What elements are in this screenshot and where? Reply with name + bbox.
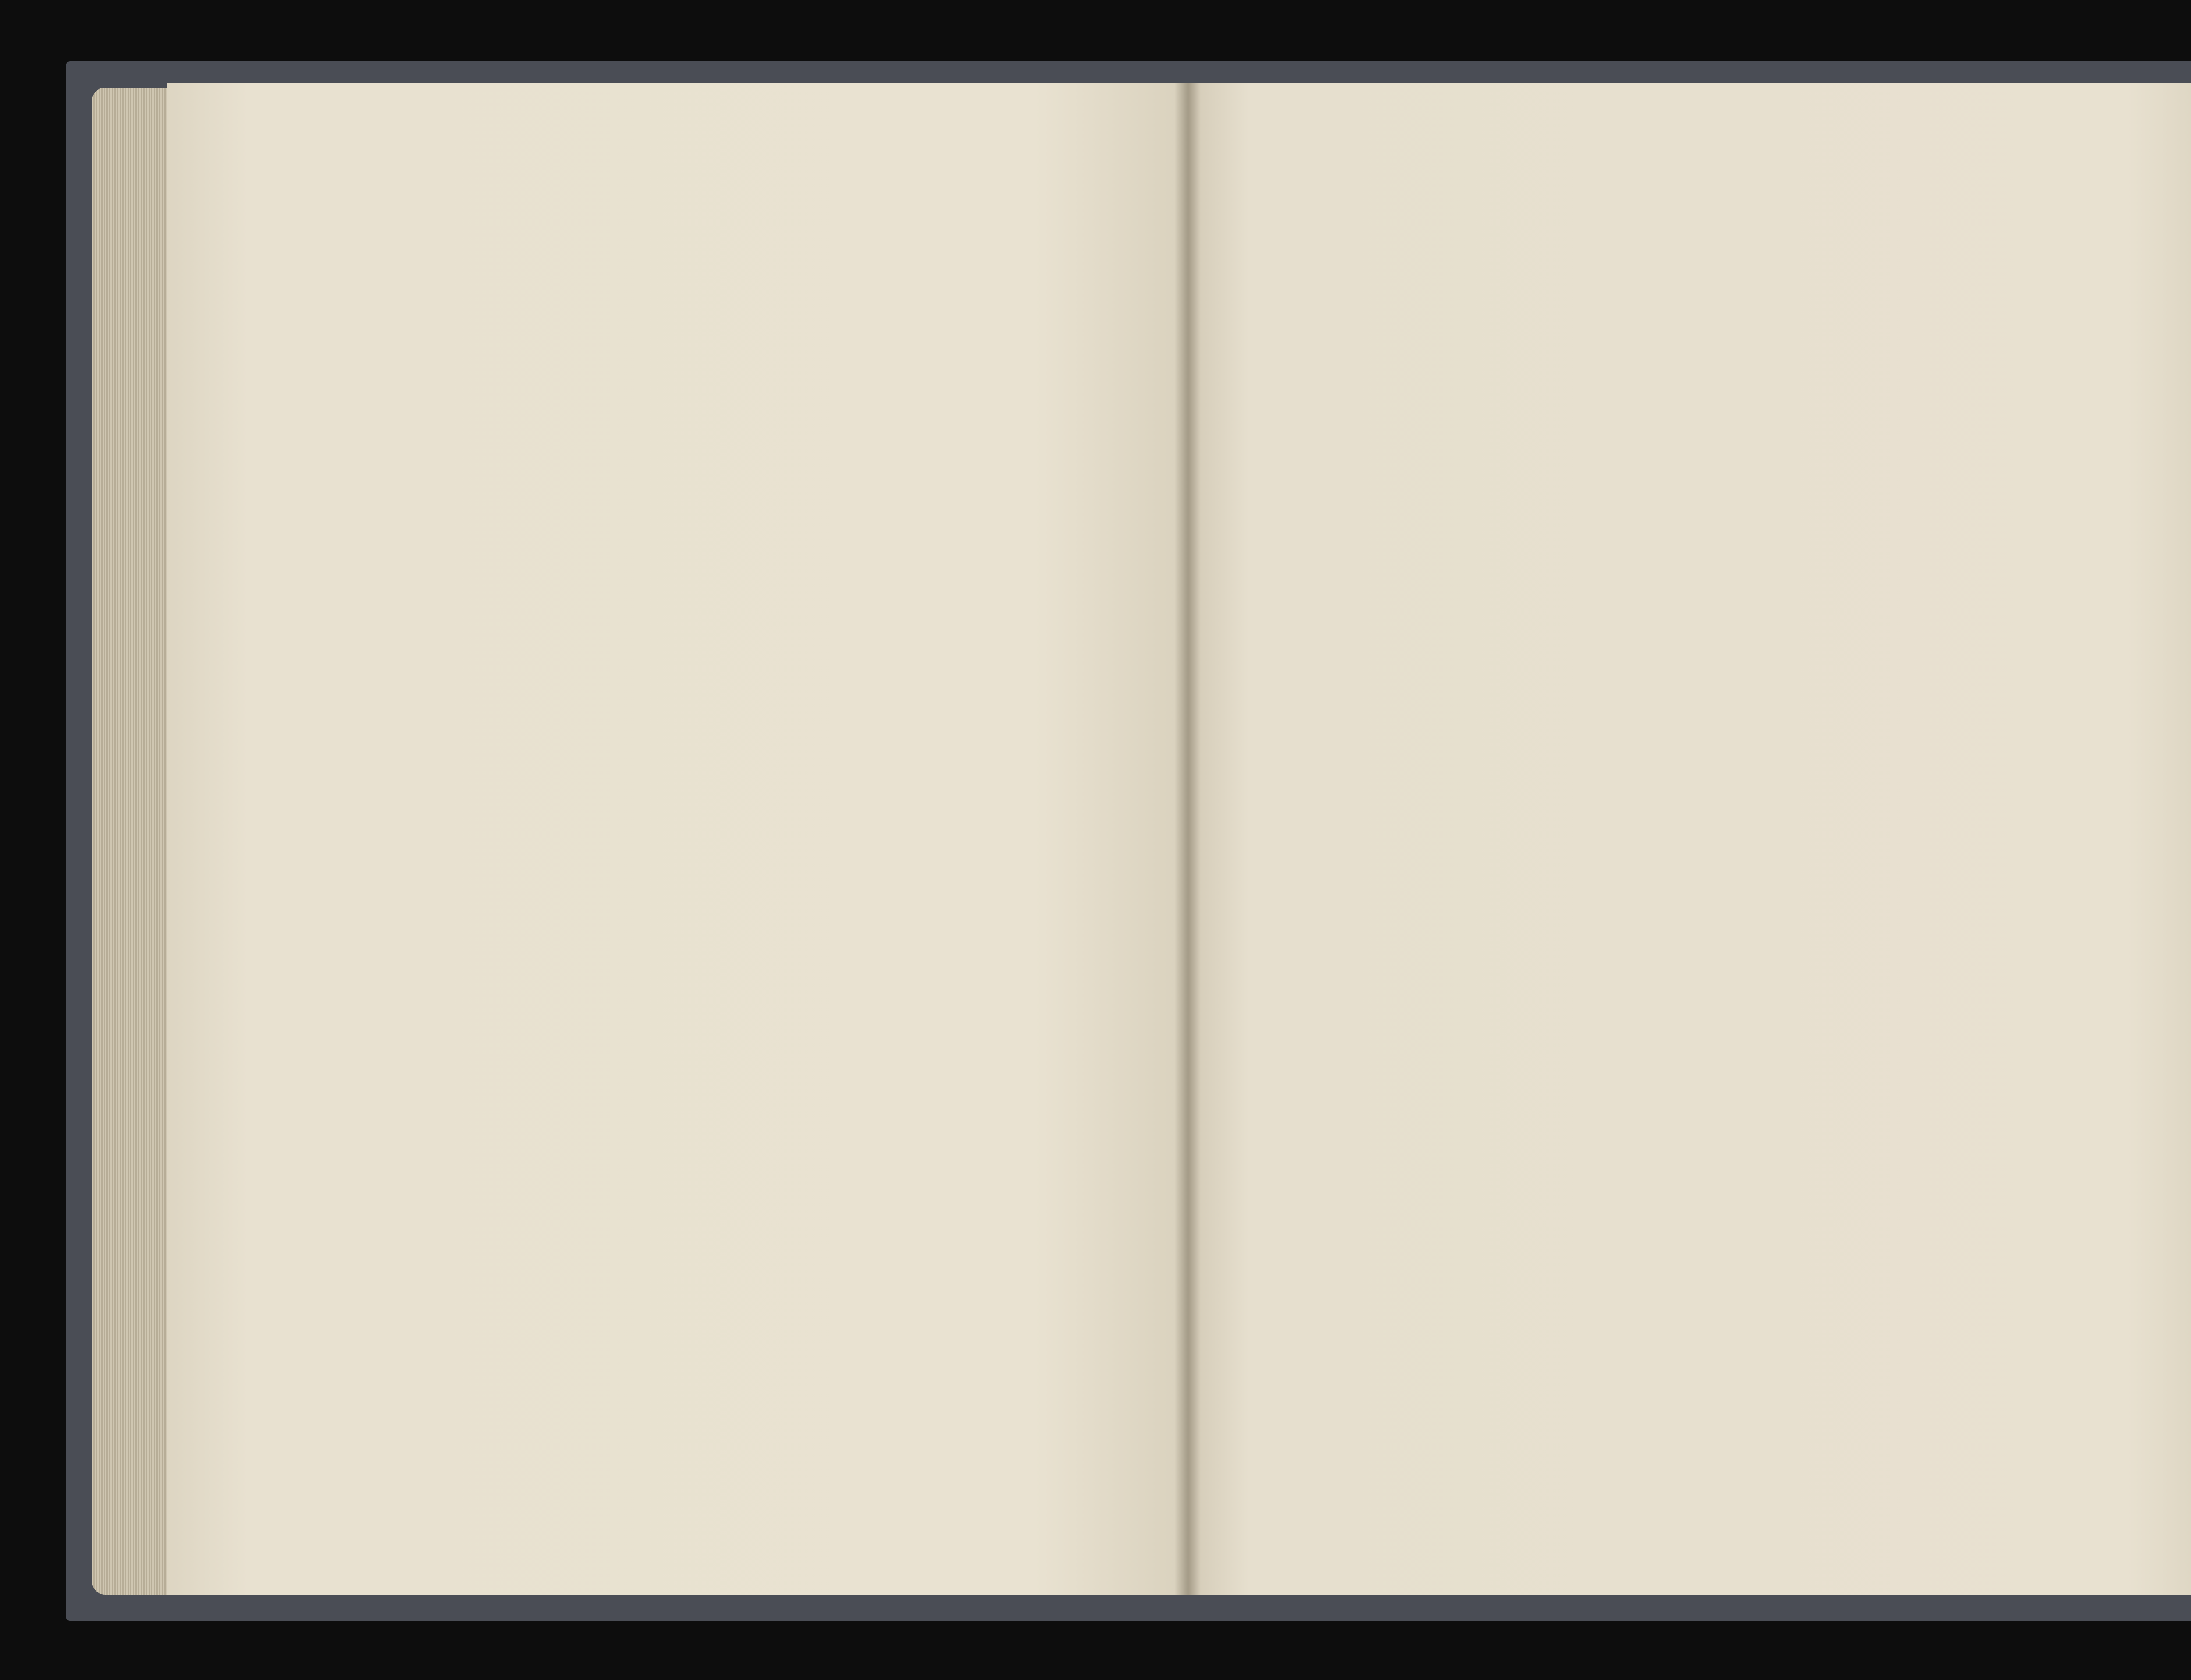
page-title	[911, 307, 951, 335]
page-edges-left	[92, 88, 171, 1595]
book-gutter	[1174, 83, 1201, 1595]
left-page	[167, 83, 1188, 1595]
right-page	[1188, 83, 2191, 1595]
